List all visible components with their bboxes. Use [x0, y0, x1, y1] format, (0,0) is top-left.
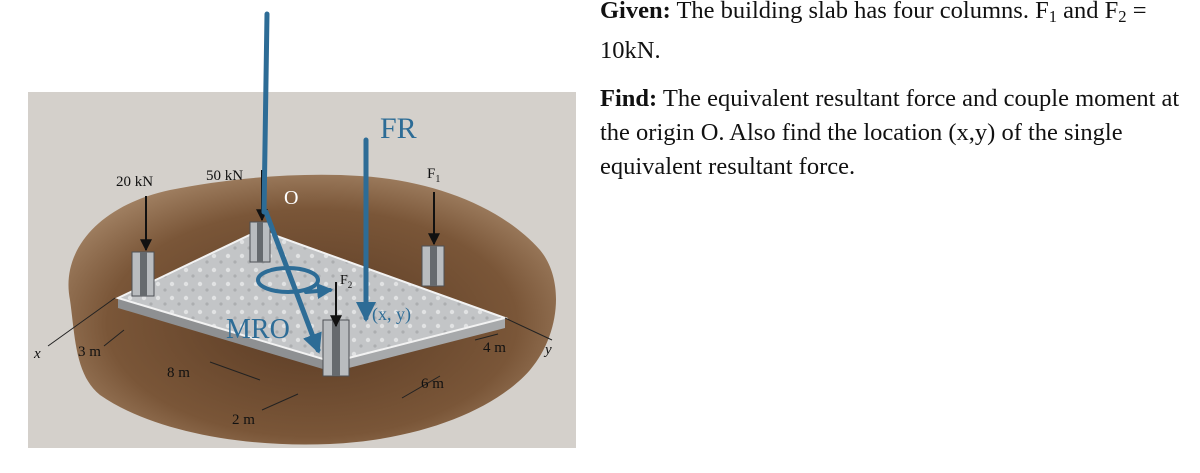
problem-statement	[600, 0, 1195, 184]
mro-label: MRO	[226, 314, 290, 345]
column-50kn	[250, 222, 270, 262]
given-label: Given:	[600, 0, 671, 24]
find-label: Find:	[600, 85, 658, 113]
dim-label-8m: 8 m	[167, 365, 190, 381]
given-text-a: The building slab has four columns. F	[676, 0, 1049, 24]
label-f2: $F_2$	[340, 273, 353, 290]
fr-label: FR	[380, 112, 417, 145]
column-20kn	[132, 252, 154, 296]
find-paragraph	[600, 82, 1195, 184]
dim-label-2m: 2 m	[232, 412, 255, 428]
find-text: The equivalent resultant force and couple moment at the origin O. Also find the location (x,y) of the single equivalent resultant force.	[600, 85, 1180, 181]
mro-moment-arrow	[306, 290, 330, 292]
given-text-c: = 10kN.	[600, 0, 1147, 65]
given-sub-1: 1	[1048, 7, 1058, 27]
xy-label: (x, y)	[372, 304, 411, 324]
annotation-vertical-line	[264, 14, 267, 212]
given-sub-2: 2	[1118, 7, 1127, 27]
column-f1	[422, 246, 444, 286]
dim-label-3m: 3 m	[78, 344, 101, 360]
dim-label-6m: 6 m	[421, 376, 444, 392]
axis-label-x: x	[34, 346, 41, 362]
label-50kn: 50 kN	[206, 168, 244, 184]
given-text-b: and F	[1063, 0, 1119, 24]
slab-diagram	[0, 0, 590, 473]
column-f2	[323, 320, 349, 376]
given-paragraph	[600, 0, 1195, 68]
label-20kn: 20 kN	[116, 174, 154, 190]
origin-label: O	[284, 187, 299, 209]
label-f1: $F_1$	[427, 166, 441, 185]
dim-label-4m: 4 m	[483, 340, 506, 356]
axis-label-y: y	[545, 342, 552, 358]
